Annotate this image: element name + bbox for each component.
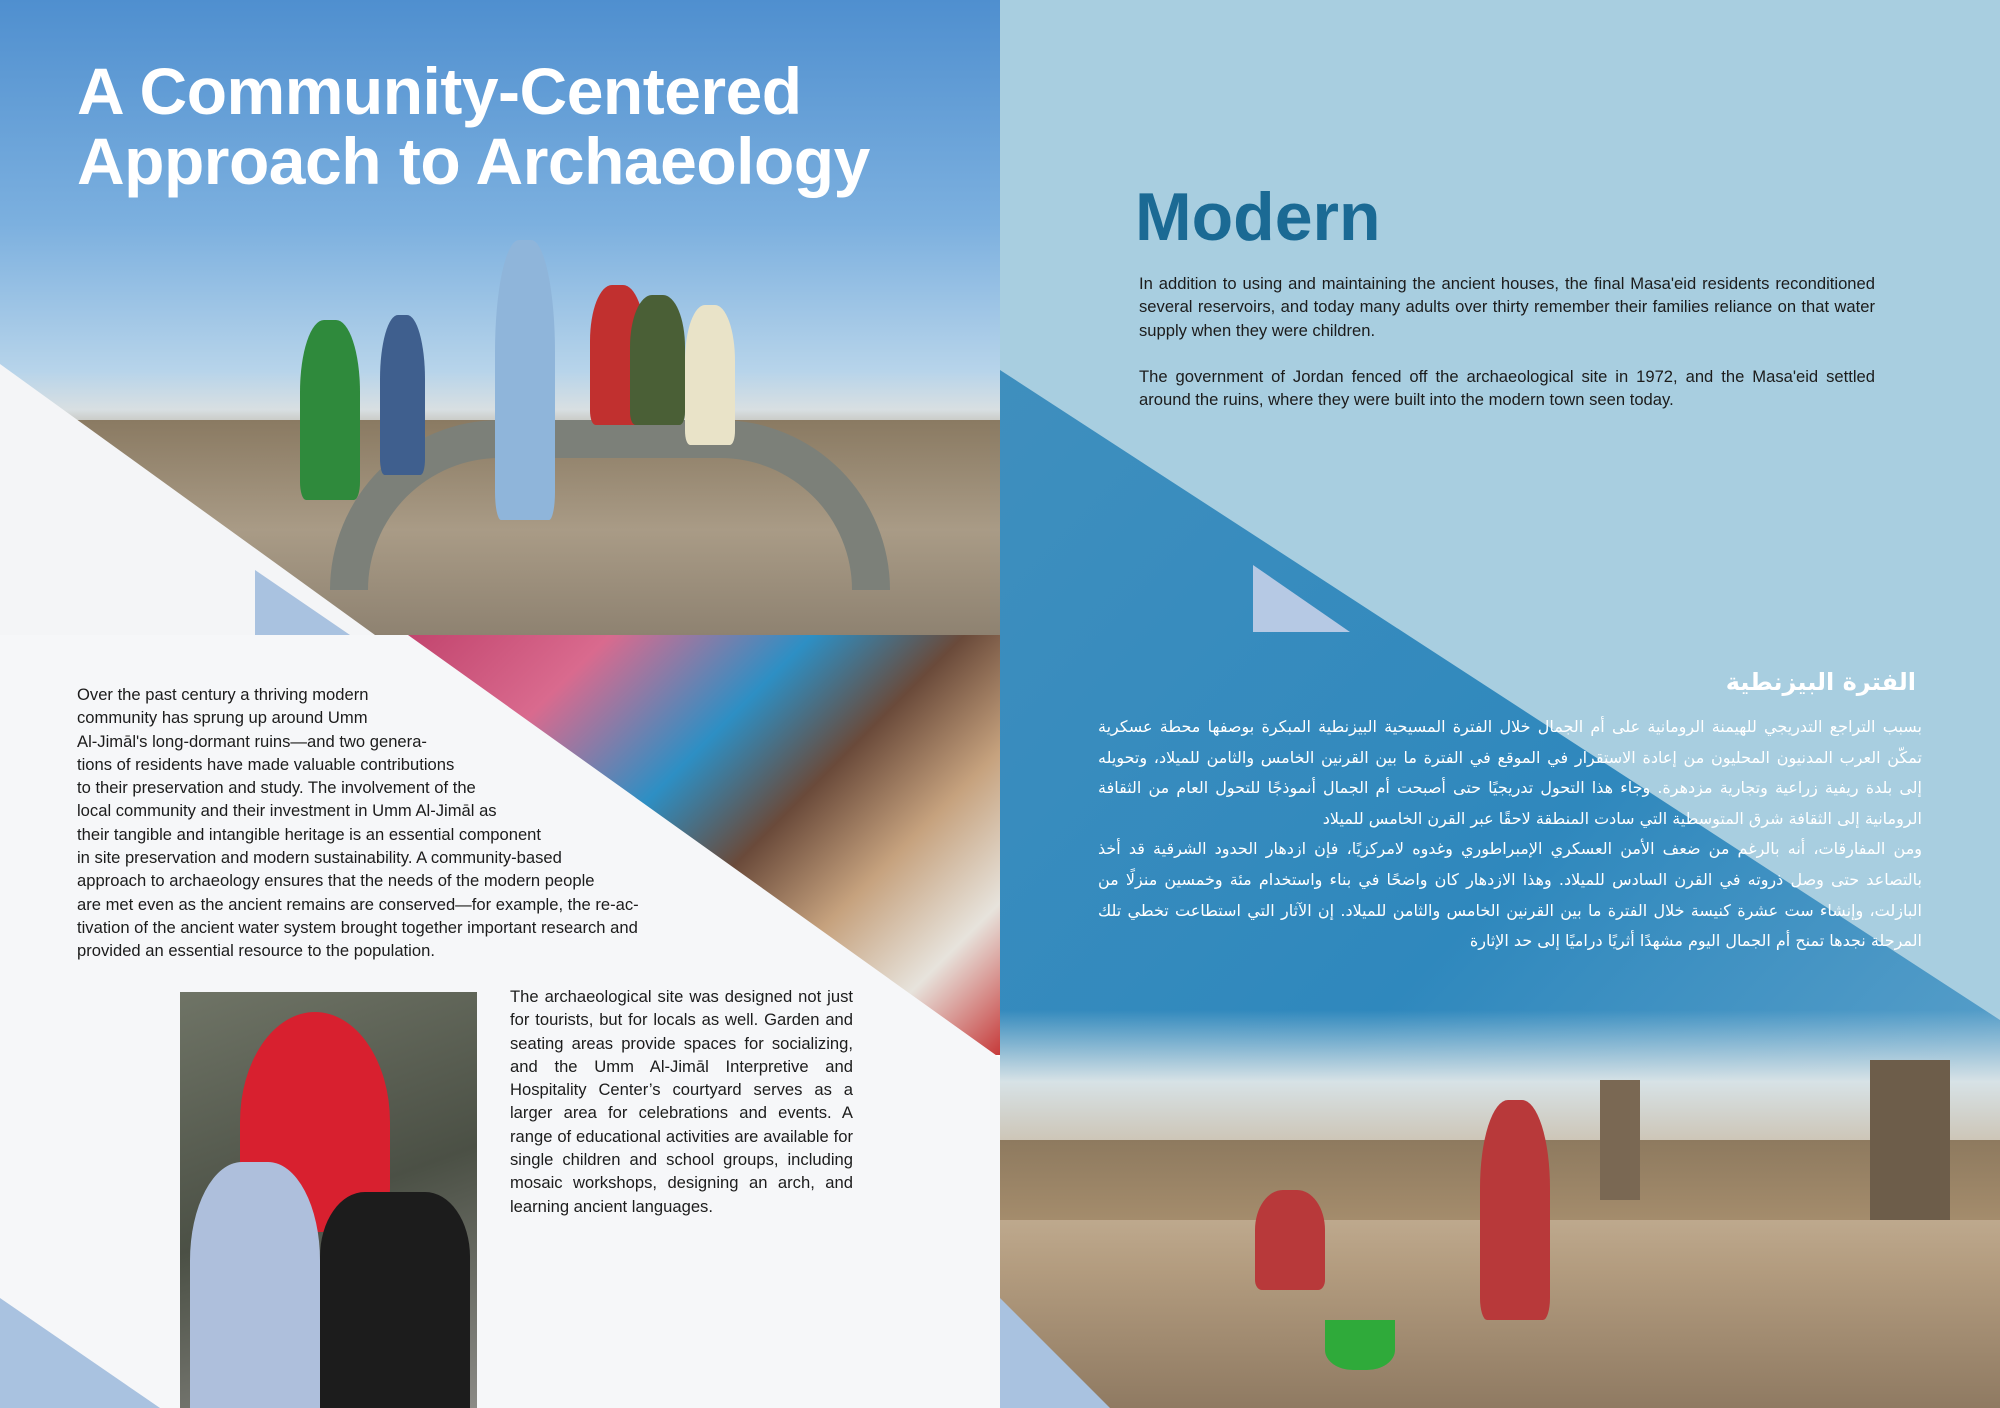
adult-figure <box>320 1192 470 1408</box>
text-line: local community and their investment in Umm Al-Jimāl as <box>77 801 497 821</box>
text-line: approach to archaeology ensures that the needs of the modern people <box>77 871 595 891</box>
paragraph: In addition to using and maintaining the ancient houses, the final Masa'eid residents reconditioned several reservoirs, and today many adults over thirty remember their families reliance on that water supply when they were children. <box>1139 274 1875 340</box>
arabic-text <box>1098 712 1922 957</box>
section-heading: Modern <box>1135 179 1381 255</box>
text-line: tivation of the ancient water system brought together important research and <box>77 917 638 937</box>
arabic-paragraph: ومن المفارقات، أنه بالرغم من ضعف الأمن العسكري الإمبراطوري وغدوه لامركزيًا، فإن ازدهار الحدود الشرقية قد أخذ بالتصاعد حتى وصل ذروته في القرن السادس للميلاد. وهذا الازدهار كان واضحًا في بناء واستخدام مئة وخمسين منزلًا من البازلت، وإنشاء ست عشرة كنيسة خلال الفترة ما بين القرنين الخامس والثامن للميلاد. إن الآثار التي استطاعت تخطي تلك المرحلة نجدها تمنح أم الجمال اليوم مشهدًا أثريًا دراميًا إلى حد الإثارة <box>1098 839 1922 951</box>
paragraph: The government of Jordan fenced off the archaeological site in 1972, and the Masa'eid settled around the ruins, where they were built into the modern town seen today. <box>1139 366 1875 410</box>
child-figure <box>190 1162 320 1408</box>
site-paragraph: The archaeological site was designed not just for tourists, but for locals as well. Garden and seating areas provide spaces for socializing, and the Umm Al-Jimāl Interpretive and Hospitality Center’s courtyard serves as a larger area for celebrations and events. A range of educational activities are available for single children and school groups, including mosaic workshops, designing an arch, and learning ancient languages. <box>510 987 853 1216</box>
intro-paragraph <box>77 683 757 963</box>
boy-figure <box>1255 1190 1325 1290</box>
page-title <box>77 56 870 196</box>
text-line: are met even as the ancient remains are conserved—for example, the re-ac- <box>77 894 639 914</box>
text-line: Al-Jimāl's long-dormant ruins—and two genera- <box>77 731 427 751</box>
text-line: Over the past century a thriving modern <box>77 685 369 704</box>
boys-excavating-photo <box>1000 1010 2000 1408</box>
modern-text <box>1139 272 1875 434</box>
ruin-tower <box>1870 1060 1950 1220</box>
title-line: A Community-Centered <box>77 54 802 128</box>
text-line: in site preservation and modern sustainability. A community-based <box>77 848 562 868</box>
bucket <box>1325 1320 1395 1370</box>
ruin-tower <box>1600 1080 1640 1200</box>
text-line: community has sprung up around Umm <box>77 708 368 728</box>
text-line: provided an essential resource to the population. <box>77 941 435 961</box>
text-line: their tangible and intangible heritage is an essential component <box>77 824 542 844</box>
title-line: Approach to Archaeology <box>77 124 870 198</box>
arabic-paragraph: بسبب التراجع التدريجي للهيمنة الرومانية على أم الجمال خلال الفترة المسيحية البيزنطية المبكرة بوصفها محطة عسكرية تمكّن العرب المدنيون المحليون من إعادة الاستقرار في الموقع في الفترة ما بين القرنين الخامس والثامن للميلاد، وتحويله إلى بلدة ريفية زراعية وتجارية مزدهرة. وجاء هذا التحول تدريجيًا حتى أصبحت أم الجمال أنموذجًا للتحول العام من الثقافة الرومانية إلى الثقافة شرق المتوسطية التي سادت المنطقة لاحقًا عبر القرن الخامس للميلاد <box>1098 717 1922 828</box>
text-line: to their preservation and study. The involvement of the <box>77 778 476 798</box>
girls-reading-photo <box>180 992 477 1408</box>
arabic-heading: الفترة البيزنطية <box>1725 668 1916 696</box>
corner-triangle <box>1000 1298 1120 1408</box>
boy-figure <box>1480 1100 1550 1320</box>
text-line: tions of residents have made valuable contributions <box>77 754 455 774</box>
